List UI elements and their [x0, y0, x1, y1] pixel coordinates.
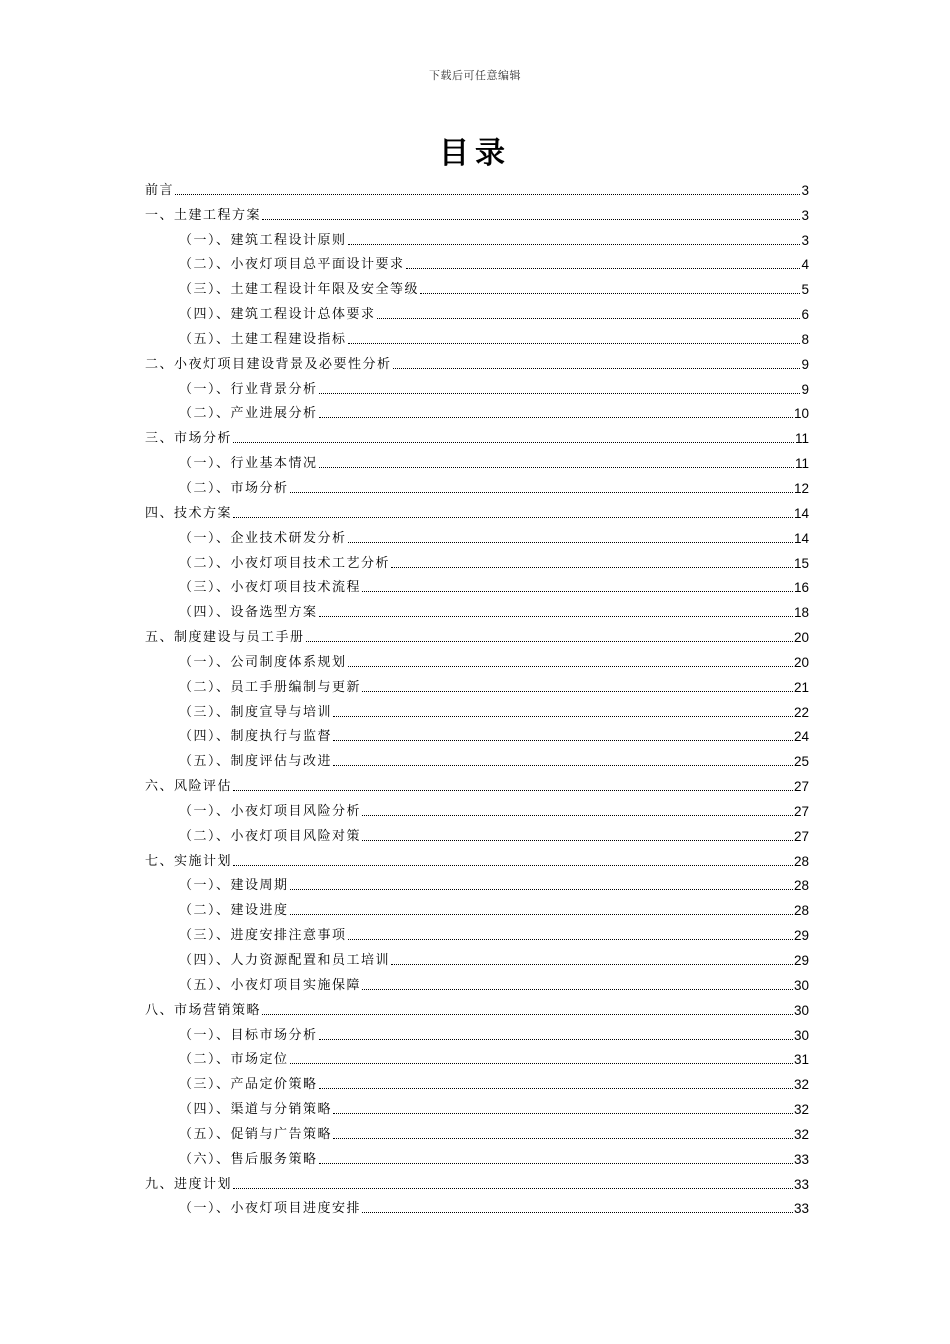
toc-entry-page-number: 12: [793, 480, 809, 496]
toc-entry-title: 一、土建工程方案: [145, 207, 262, 223]
toc-entry-title: 前言: [145, 182, 175, 198]
toc-entry-page-number: 27: [793, 803, 809, 819]
toc-entry-page-number: 8: [801, 331, 809, 347]
toc-entry-title: （一）、公司制度体系规划: [179, 654, 347, 670]
toc-leader-dots: [319, 466, 794, 468]
toc-entry-title: 七、实施计划: [145, 853, 233, 869]
toc-entry-title: （四）、制度执行与监督: [179, 729, 333, 745]
toc-entry-title: （二）、小夜灯项目总平面设计要求: [179, 257, 405, 273]
toc-leader-dots: [175, 193, 800, 195]
toc-entry-title: （五）、小夜灯项目实施保障: [179, 977, 362, 993]
toc-leader-dots: [333, 764, 793, 766]
toc-leader-dots: [391, 963, 793, 965]
toc-leader-dots: [319, 416, 793, 418]
toc-leader-dots: [362, 839, 793, 841]
toc-entry-title: （二）、市场分析: [179, 480, 289, 496]
toc-entry-title: （二）、小夜灯项目风险对策: [179, 828, 362, 844]
toc-leader-dots: [233, 789, 793, 791]
toc-entry-title: （一）、行业基本情况: [179, 456, 318, 472]
toc-entry-title: （二）、员工手册编制与更新: [179, 679, 362, 695]
toc-entry-title: 三、市场分析: [145, 431, 233, 447]
toc-entry-page-number: 30: [793, 977, 809, 993]
toc-entry-title: （四）、人力资源配置和员工培训: [179, 953, 391, 968]
toc-entry-title: （二）、建设进度: [179, 903, 289, 919]
toc-leader-dots: [393, 367, 801, 369]
toc-leader-dots: [391, 566, 793, 568]
toc-entry-page-number: 4: [801, 257, 809, 273]
toc-entry-page-number: 18: [793, 605, 809, 621]
toc-entry[interactable]: [145, 574, 809, 599]
toc-entry[interactable]: [145, 822, 809, 847]
toc-entry-page-number: 30: [793, 1027, 809, 1043]
toc-entry[interactable]: [145, 772, 809, 797]
toc-entry-page-number: 11: [794, 431, 809, 447]
toc-entry-title: （二）、小夜灯项目技术工艺分析: [179, 555, 391, 571]
toc-entry-title: （一）、建设周期: [179, 878, 289, 894]
toc-entry[interactable]: [145, 449, 809, 474]
toc-entry[interactable]: [145, 1070, 809, 1095]
toc-leader-dots: [333, 1112, 793, 1114]
toc-entry-page-number: 14: [793, 530, 809, 546]
toc-leader-dots: [306, 640, 793, 642]
toc-leader-dots: [362, 988, 793, 990]
toc-entry[interactable]: [145, 1120, 809, 1145]
toc-entry-title: （三）、产品定价策略: [179, 1077, 318, 1093]
toc-entry-title: （一）、企业技术研发分析: [179, 530, 347, 546]
toc-entry[interactable]: [145, 723, 809, 748]
toc-leader-dots: [348, 342, 801, 344]
toc-entry-page-number: 27: [793, 779, 809, 795]
toc-entry-title: （三）、土建工程设计年限及安全等级: [179, 282, 420, 298]
toc-entry-page-number: 30: [793, 1002, 809, 1018]
toc-leader-dots: [406, 267, 801, 269]
toc-entry[interactable]: [145, 946, 809, 971]
toc-entry[interactable]: [145, 896, 809, 921]
toc-entry-page-number: 14: [793, 505, 809, 521]
toc-entry[interactable]: [145, 698, 809, 723]
toc-entry-title: （三）、进度安排注意事项: [179, 928, 347, 944]
toc-entry[interactable]: [145, 598, 809, 623]
toc-entry-title: （五）、土建工程建设指标: [179, 331, 347, 347]
toc-entry[interactable]: [145, 673, 809, 698]
toc-entry-page-number: 32: [793, 1126, 809, 1142]
toc-leader-dots: [290, 913, 793, 915]
toc-entry[interactable]: [145, 623, 809, 648]
toc-entry[interactable]: [145, 201, 809, 226]
toc-entry-title: （四）、渠道与分销策略: [179, 1102, 333, 1118]
toc-entry[interactable]: [145, 300, 809, 325]
toc-leader-dots: [262, 1013, 793, 1015]
toc-entry[interactable]: [145, 797, 809, 822]
toc-entry-title: （二）、市场定位: [179, 1052, 289, 1068]
toc-entry-page-number: 10: [793, 406, 809, 422]
toc-entry-page-number: 3: [801, 207, 809, 223]
toc-leader-dots: [233, 1187, 793, 1189]
toc-leader-dots: [262, 218, 800, 220]
toc-entry-title: （一）、行业背景分析: [179, 381, 318, 397]
toc-entry[interactable]: [145, 400, 809, 425]
toc-entry-page-number: 22: [793, 704, 809, 720]
toc-entry-page-number: 20: [793, 654, 809, 670]
toc-entry[interactable]: [145, 524, 809, 549]
toc-entry[interactable]: [145, 1046, 809, 1071]
toc-entry[interactable]: [145, 971, 809, 996]
toc-entry[interactable]: [145, 847, 809, 872]
toc-entry-page-number: 29: [793, 953, 809, 968]
toc-entry[interactable]: [145, 996, 809, 1021]
toc-entry[interactable]: [145, 350, 809, 375]
page-title: 目录: [439, 136, 511, 171]
toc-entry-title: 二、小夜灯项目建设背景及必要性分析: [145, 356, 392, 372]
toc-entry-page-number: 28: [793, 878, 809, 894]
toc-leader-dots: [233, 864, 793, 866]
toc-entry-page-number: 28: [793, 853, 809, 869]
toc-entry[interactable]: [145, 921, 809, 946]
toc-leader-dots: [348, 243, 801, 245]
toc-leader-dots: [362, 814, 793, 816]
toc-entry[interactable]: [145, 1095, 809, 1120]
toc-entry-title: （一）、小夜灯项目风险分析: [179, 803, 362, 819]
toc-entry-page-number: 33: [793, 1151, 809, 1167]
toc-entry-title: （一）、建筑工程设计原则: [179, 232, 347, 248]
toc-entry[interactable]: [145, 251, 809, 276]
toc-entry-page-number: 33: [793, 1201, 809, 1217]
toc-entry-title: （六）、售后服务策略: [179, 1151, 318, 1167]
toc-entry-title: （四）、设备选型方案: [179, 605, 318, 621]
toc-entry-page-number: 3: [801, 232, 809, 248]
toc-entry[interactable]: [145, 1170, 809, 1195]
toc-leader-dots: [319, 392, 801, 394]
toc-entry-page-number: 31: [793, 1052, 809, 1068]
toc-leader-dots: [333, 715, 793, 717]
toc-entry-page-number: 5: [801, 282, 809, 298]
toc-entry-title: （五）、促销与广告策略: [179, 1126, 333, 1142]
toc-entry-title: （二）、产业进展分析: [179, 406, 318, 422]
toc-entry-page-number: 11: [794, 456, 809, 472]
toc-leader-dots: [319, 1087, 793, 1089]
toc-entry-title: （五）、制度评估与改进: [179, 754, 333, 770]
toc-entry[interactable]: [145, 424, 809, 449]
toc-entry-page-number: 21: [793, 679, 809, 695]
toc-entry[interactable]: [145, 747, 809, 772]
toc-entry-title: 五、制度建设与员工手册: [145, 630, 305, 646]
toc-entry[interactable]: [145, 549, 809, 574]
toc-leader-dots: [290, 491, 793, 493]
toc-entry-page-number: 32: [793, 1077, 809, 1093]
toc-entry-page-number: 15: [793, 555, 809, 571]
toc-leader-dots: [333, 739, 793, 741]
toc-leader-dots: [290, 1062, 793, 1064]
toc-entry[interactable]: [145, 1021, 809, 1046]
toc-entry-page-number: 9: [801, 356, 809, 372]
toc-entry-page-number: 27: [793, 828, 809, 844]
toc-entry-page-number: 24: [793, 729, 809, 745]
toc-leader-dots: [362, 590, 793, 592]
toc-entry-title: （一）、目标市场分析: [179, 1027, 318, 1043]
toc-entry-title: （三）、小夜灯项目技术流程: [179, 580, 362, 596]
toc-entry-page-number: 20: [793, 630, 809, 646]
toc-leader-dots: [290, 888, 793, 890]
toc-entry[interactable]: [145, 1195, 809, 1220]
toc-entry[interactable]: [145, 226, 809, 251]
toc-leader-dots: [233, 516, 793, 518]
toc-entry-title: 六、风险评估: [145, 779, 233, 795]
toc-leader-dots: [348, 541, 793, 543]
toc-entry-title: （一）、小夜灯项目进度安排: [179, 1201, 362, 1217]
toc-leader-dots: [348, 938, 793, 940]
toc-entry[interactable]: [145, 325, 809, 350]
toc-entry-title: （三）、制度宣导与培训: [179, 704, 333, 720]
toc-entry[interactable]: [145, 375, 809, 400]
toc-entry-page-number: 32: [793, 1102, 809, 1118]
toc-entry[interactable]: [145, 1145, 809, 1170]
toc-entry-page-number: 28: [793, 903, 809, 919]
toc-entry-page-number: 3: [801, 182, 809, 198]
toc-leader-dots: [333, 1137, 793, 1139]
table-of-contents: [145, 176, 809, 1219]
toc-entry-title: 八、市场营销策略: [145, 1002, 262, 1018]
toc-leader-dots: [348, 665, 793, 667]
toc-entry[interactable]: [145, 474, 809, 499]
toc-entry-title: 九、进度计划: [145, 1176, 233, 1192]
toc-leader-dots: [362, 690, 793, 692]
toc-entry-page-number: 29: [793, 928, 809, 944]
toc-entry[interactable]: [145, 275, 809, 300]
toc-leader-dots: [420, 292, 800, 294]
toc-entry-page-number: 33: [793, 1176, 809, 1192]
toc-entry-page-number: 6: [801, 307, 809, 323]
toc-entry-title: 四、技术方案: [145, 505, 233, 521]
toc-leader-dots: [362, 1211, 793, 1213]
toc-entry-title: （四）、建筑工程设计总体要求: [179, 307, 376, 323]
toc-entry[interactable]: [145, 872, 809, 897]
toc-entry-page-number: 9: [801, 381, 809, 397]
toc-leader-dots: [233, 441, 794, 443]
toc-entry-page-number: 16: [793, 580, 809, 596]
toc-entry[interactable]: [145, 499, 809, 524]
toc-leader-dots: [319, 1038, 793, 1040]
page-header: 下载后可任意编辑: [429, 69, 521, 82]
toc-leader-dots: [377, 317, 801, 319]
toc-entry[interactable]: [145, 176, 809, 201]
toc-leader-dots: [319, 1162, 793, 1164]
toc-leader-dots: [319, 615, 793, 617]
toc-entry[interactable]: [145, 648, 809, 673]
toc-entry-page-number: 25: [793, 754, 809, 770]
